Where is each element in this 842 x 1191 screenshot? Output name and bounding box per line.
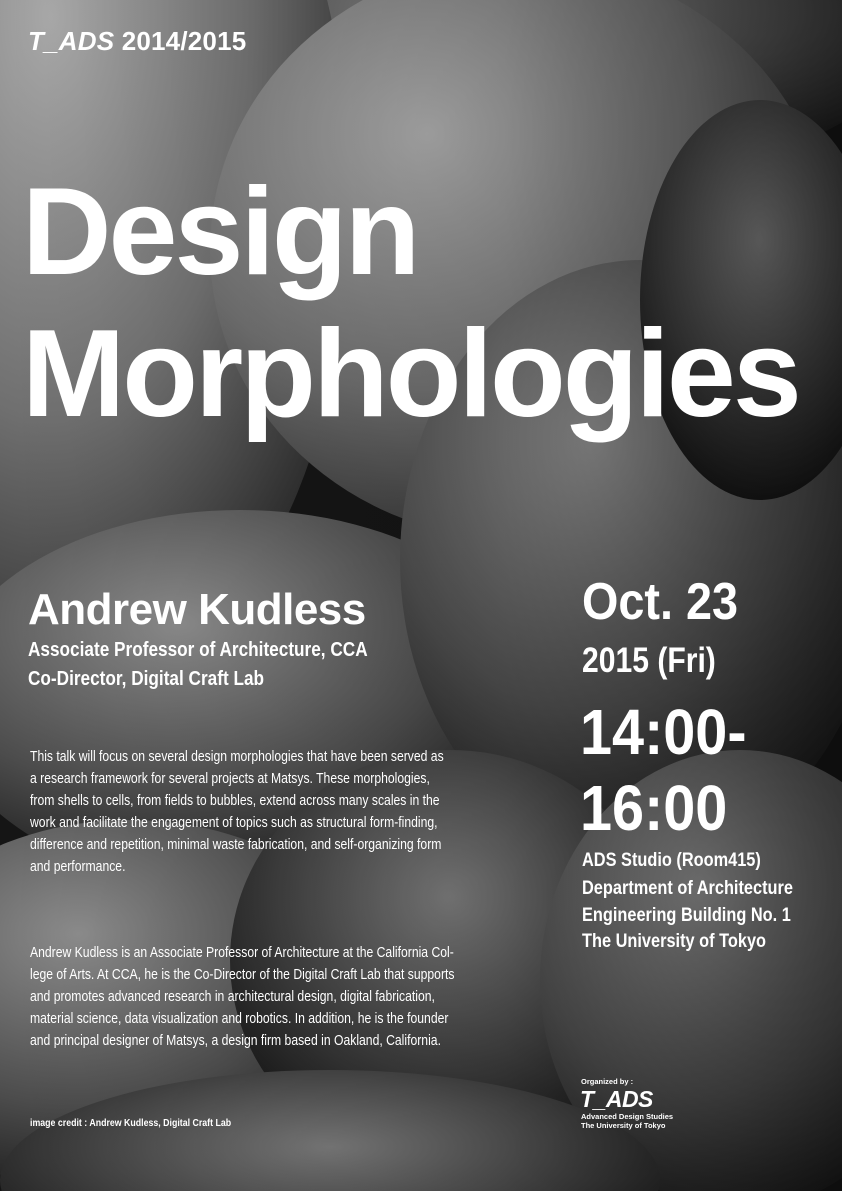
series-season: 2014/2015 [121, 26, 247, 56]
event-end-time: 16:00 [580, 772, 728, 844]
organizer-name: Advanced Design Studies [581, 1112, 674, 1121]
image-credit: image credit : Andrew Kudless, Digital Craft Lab [30, 1118, 232, 1129]
bio-line: and principal designer of Matsys, a design firm based in Oakland, California. [30, 1033, 441, 1049]
speaker-name: Andrew Kudless [28, 585, 366, 634]
abstract-line: work and facilitate the engagement of topics such as structural form-finding, [30, 815, 438, 831]
organizer-university: The University of Tokyo [581, 1121, 666, 1130]
event-year-day: 2015 (Fri) [582, 641, 716, 680]
abstract-line: from shells to cells, from fields to bubbles, extend across many scales in the [30, 793, 440, 809]
bio-line: material science, data visualization and robotics. In addition, he is the founder [30, 1011, 449, 1027]
bio-line: and promotes advanced research in architectural design, digital fabrication, [30, 989, 435, 1005]
organizer-logo: T_ADS [580, 1086, 653, 1112]
title-line-1: Design [22, 163, 418, 301]
abstract-paragraph [30, 746, 522, 878]
abstract-line: a research framework for several projects at Matsys. These morphologies, [30, 771, 430, 787]
venue-room: ADS Studio (Room415) [582, 850, 761, 871]
event-start-time: 14:00- [580, 696, 747, 768]
series-heading [28, 26, 246, 57]
venue-building: Engineering Building No. 1 [582, 905, 791, 926]
bio-line: lege of Arts. At CCA, he is the Co-Director of the Digital Craft Lab that supports [30, 967, 455, 983]
speaker-role-secondary: Co-Director, Digital Craft Lab [28, 668, 265, 690]
title-line-2: Morphologies [22, 305, 799, 443]
venue-university: The University of Tokyo [582, 931, 767, 952]
bio-paragraph [30, 942, 535, 1052]
abstract-line: and performance. [30, 859, 126, 875]
bio-line: Andrew Kudless is an Associate Professor of Architecture at the California Col- [30, 945, 454, 961]
event-date: Oct. 23 [582, 573, 739, 631]
venue-department: Department of Architecture [582, 878, 793, 899]
abstract-line: difference and repetition, minimal waste fabrication, and self-organizing form [30, 837, 442, 853]
organizer-label: Organized by : [581, 1077, 634, 1086]
series-brand: T_ADS [28, 26, 115, 56]
abstract-line: This talk will focus on several design morphologies that have been served as [30, 749, 444, 765]
speaker-role: Associate Professor of Architecture, CCA [28, 639, 368, 661]
